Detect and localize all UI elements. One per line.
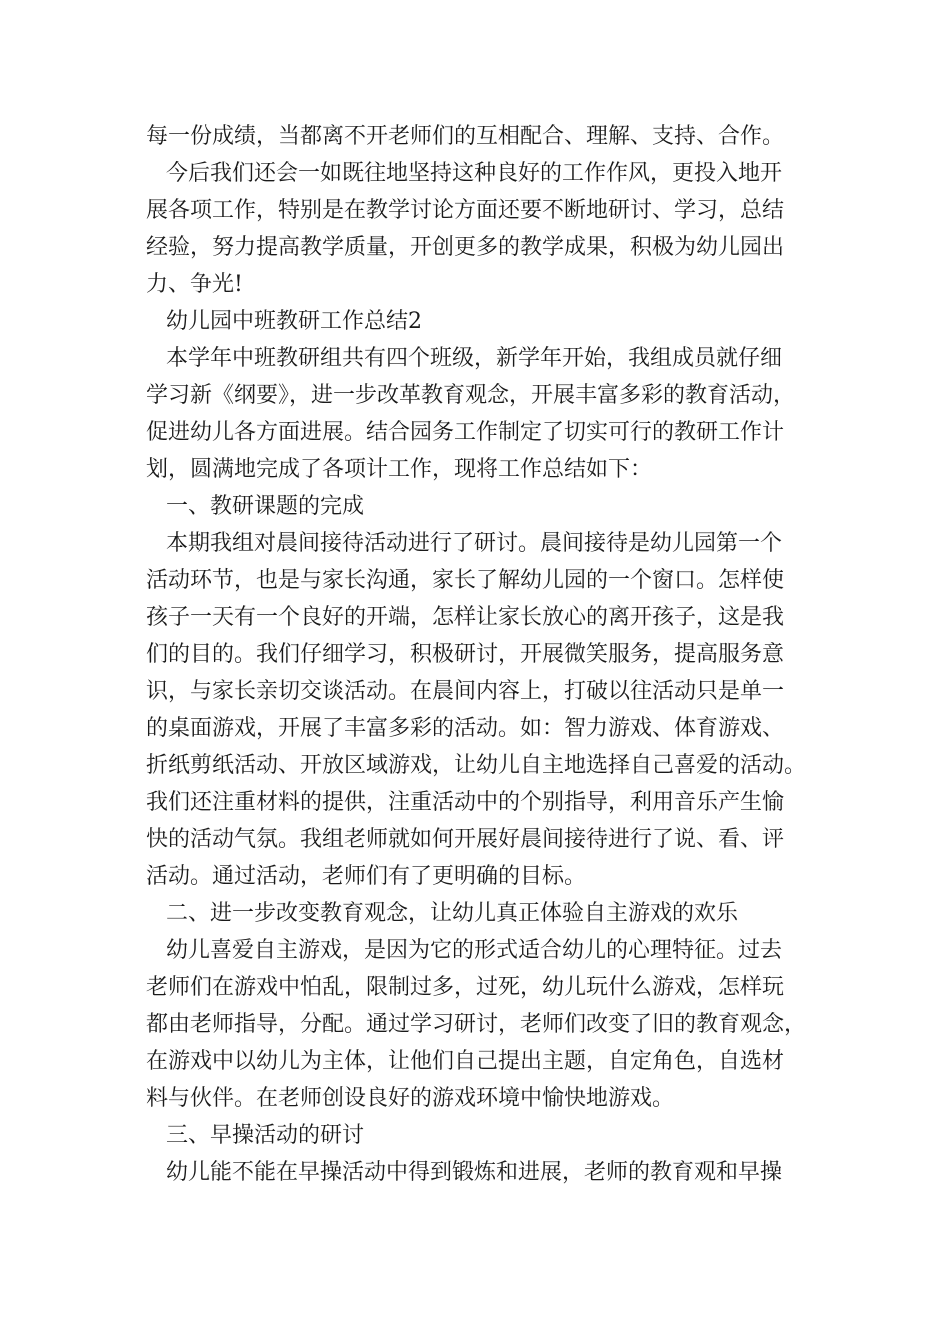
document-body (146, 118, 806, 1191)
paragraph-line: 本学年中班教研组共有四个班级，新学年开始，我组成员就仔细 (166, 346, 783, 371)
paragraph-line: 料与伙伴。在老师创设良好的游戏环境中愉快地游戏。 (146, 1086, 675, 1111)
paragraph-line: 折纸剪纸活动、开放区域游戏，让幼儿自主地选择自己喜爱的活动。 (146, 753, 807, 778)
paragraph-line: 每一份成绩，当都离不开老师们的互相配合、理解、支持、合作。 (146, 124, 785, 149)
paragraph-line: 孩子一天有一个良好的开端，怎样让家长放心的离开孩子，这是我 (146, 605, 785, 630)
paragraph-line: 幼儿能不能在早操活动中得到锻炼和进展，老师的教育观和早操 (166, 1160, 783, 1185)
section-heading: 二、进一步改变教育观念，让幼儿真正体验自主游戏的欢乐 (166, 901, 739, 926)
paragraph-line: 今后我们还会一如既往地坚持这种良好的工作作风，更投入地开 (166, 161, 783, 186)
paragraph-line: 活动环节，也是与家长沟通，家长了解幼儿园的一个窗口。怎样使 (146, 568, 785, 593)
paragraph-line: 学习新《纲要》，进一步改革教育观念，开展丰富多彩的教育活动， (146, 383, 796, 408)
paragraph-line: 促进幼儿各方面进展。结合园务工作制定了切实可行的教研工作计 (146, 420, 785, 445)
paragraph-line: 在游戏中以幼儿为主体，让他们自己提出主题，自定角色，自选材 (146, 1049, 785, 1074)
paragraph-line: 我们还注重材料的提供，注重活动中的个别指导，利用音乐产生愉 (146, 790, 785, 815)
paragraph-line: 快的活动气氛。我组老师就如何开展好晨间接待进行了说、看、评 (146, 827, 785, 852)
paragraph-line: 活动。通过活动，老师们有了更明确的目标。 (146, 864, 587, 889)
section-heading: 三、早操活动的研讨 (166, 1123, 365, 1148)
section-heading: 一、教研课题的完成 (166, 494, 365, 519)
section-title: 幼儿园中班教研工作总结2 (166, 309, 422, 334)
paragraph-line: 老师们在游戏中怕乱，限制过多，过死，幼儿玩什么游戏，怎样玩 (146, 975, 785, 1000)
paragraph-line: 的桌面游戏，开展了丰富多彩的活动。如：智力游戏、体育游戏、 (146, 716, 785, 741)
paragraph-line: 经验，努力提高教学质量，开创更多的教学成果，积极为幼儿园出 (146, 235, 785, 260)
paragraph-line: 划，圆满地完成了各项计工作，现将工作总结如下： (146, 457, 653, 482)
paragraph-line: 都由老师指导，分配。通过学习研讨，老师们改变了旧的教育观念， (146, 1012, 807, 1037)
paragraph-line: 本期我组对晨间接待活动进行了研讨。晨间接待是幼儿园第一个 (166, 531, 783, 556)
paragraph-line: 们的目的。我们仔细学习，积极研讨，开展微笑服务，提高服务意 (146, 642, 785, 667)
paragraph-line: 识，与家长亲切交谈活动。在晨间内容上，打破以往活动只是单一 (146, 679, 785, 704)
paragraph-line: 力、争光! (146, 272, 243, 297)
paragraph-line: 幼儿喜爱自主游戏，是因为它的形式适合幼儿的心理特征。过去 (166, 938, 783, 963)
paragraph-line: 展各项工作，特别是在教学讨论方面还要不断地研讨、学习，总结 (146, 198, 785, 223)
